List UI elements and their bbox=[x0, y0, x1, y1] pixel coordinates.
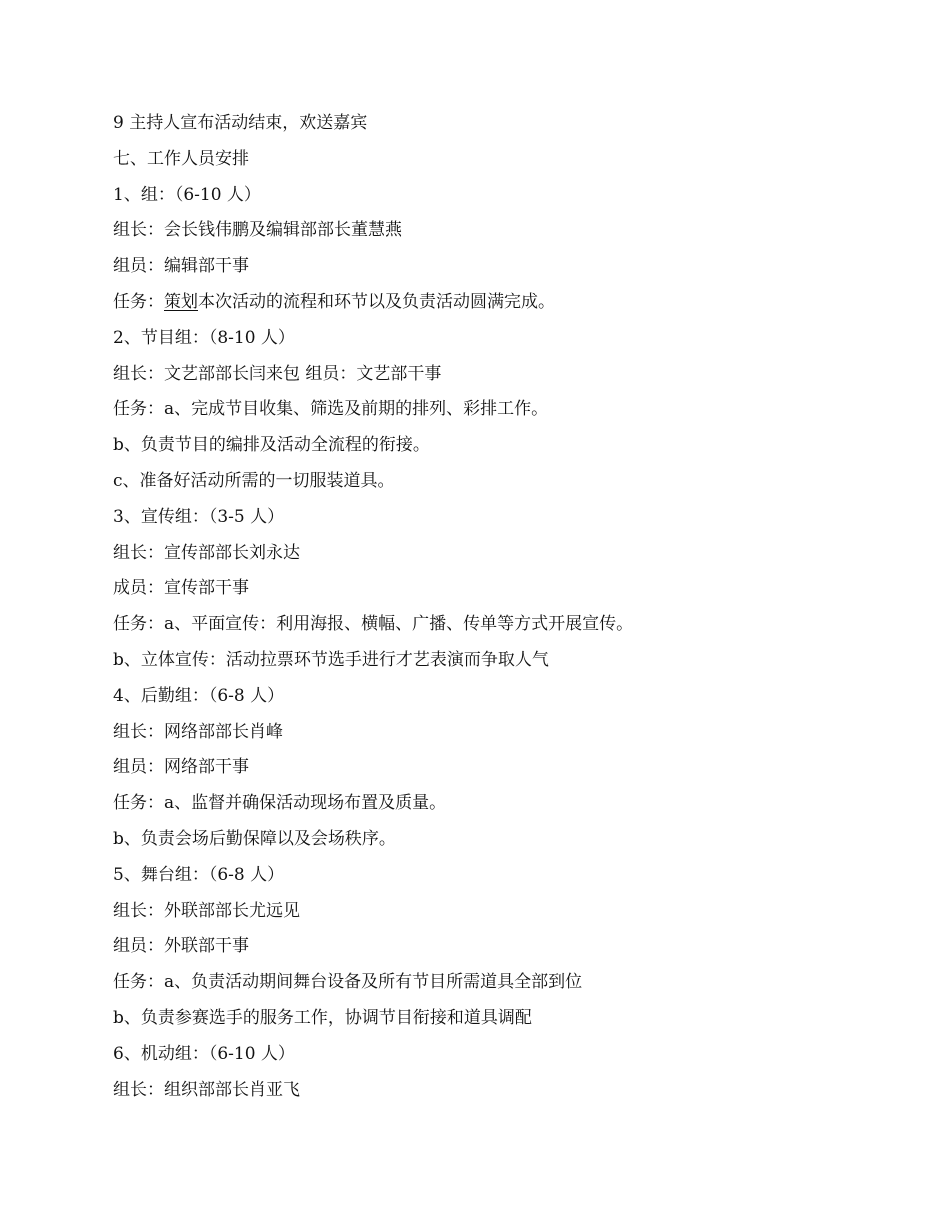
group-heading: 4、后勤组：（6-8 人） bbox=[113, 685, 285, 706]
task-prefix: 任务： bbox=[113, 291, 164, 312]
task-suffix: 本次活动的流程和环节以及负责活动圆满完成。 bbox=[198, 291, 555, 312]
text-line: 任务：a、负责活动期间舞台设备及所有节目所需道具全部到位 bbox=[113, 972, 583, 993]
underlined-term: 策划 bbox=[164, 291, 198, 312]
text-line-with-underline bbox=[113, 285, 873, 321]
text-line: b、负责参赛选手的服务工作，协调节目衔接和道具调配 bbox=[113, 1007, 532, 1028]
text-line: 组员：网络部干事 bbox=[113, 757, 249, 778]
text-line: 组长：外联部部长尤远见 bbox=[113, 900, 300, 921]
text-line: 任务：a、完成节目收集、筛选及前期的排列、彩排工作。 bbox=[113, 399, 549, 420]
group-heading: 5、舞台组：（6-8 人） bbox=[113, 864, 285, 885]
group-heading: 2、节目组：（8-10 人） bbox=[113, 327, 295, 348]
text-line: 任务：a、监督并确保活动现场布置及质量。 bbox=[113, 793, 447, 814]
text-line: 组长：文艺部部长闫来包 组员：文艺部干事 bbox=[113, 363, 442, 384]
text-line: 成员：宣传部干事 bbox=[113, 578, 249, 599]
group-heading: 6、机动组：（6-10 人） bbox=[113, 1043, 295, 1064]
text-line: c、准备好活动所需的一切服装道具。 bbox=[113, 470, 395, 491]
text-line: 组员：外联部干事 bbox=[113, 936, 249, 957]
text-line: 组长：宣传部部长刘永达 bbox=[113, 542, 300, 563]
group-heading: 1、组：（6-10 人） bbox=[113, 184, 261, 205]
section-heading: 七、工作人员安排 bbox=[113, 148, 249, 169]
document-body bbox=[113, 106, 873, 1108]
text-line: b、负责会场后勤保障以及会场秩序。 bbox=[113, 828, 396, 849]
text-line: 组长：会长钱伟鹏及编辑部部长董慧燕 bbox=[113, 220, 402, 241]
text-line: 组员：编辑部干事 bbox=[113, 256, 249, 277]
group-heading: 3、宣传组：（3-5 人） bbox=[113, 506, 285, 527]
text-line: 组长：网络部部长肖峰 bbox=[113, 721, 283, 742]
text-line: 任务：a、平面宣传：利用海报、横幅、广播、传单等方式开展宣传。 bbox=[113, 614, 634, 635]
text-line: 9 主持人宣布活动结束，欢送嘉宾 bbox=[113, 113, 368, 133]
text-line: b、负责节目的编排及活动全流程的衔接。 bbox=[113, 435, 430, 456]
text-line: b、立体宣传：活动拉票环节选手进行才艺表演而争取人气 bbox=[113, 649, 549, 670]
text-line: 组长：组织部部长肖亚飞 bbox=[113, 1079, 300, 1100]
